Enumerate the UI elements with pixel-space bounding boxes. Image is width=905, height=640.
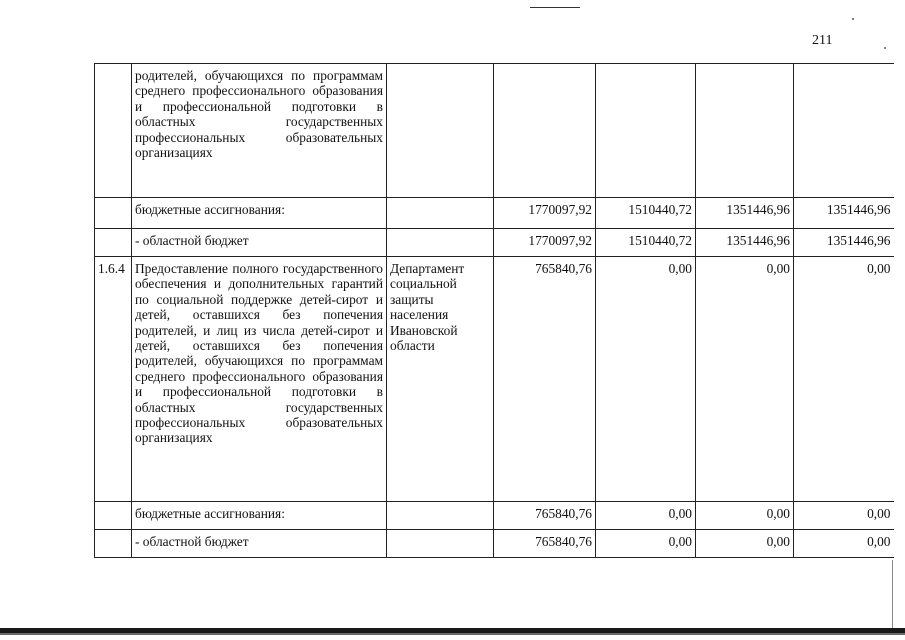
row-name: Предоставление полного государственного обеспечения и дополнительных гарантий по социальной поддержке детей-сирот и детей, оставшихся без попечения родителей, и лиц из числа детей-сирот и детей, оставшихся без попечения родителей, обучающихся по программам среднего профессионального образования и профессиональной подготовки в областных государственных профессиональных образовательных организациях	[132, 257, 387, 502]
table-row	[95, 502, 894, 530]
row-value-3: 0,00	[696, 502, 794, 530]
row-code	[95, 229, 132, 257]
row-value-4: 1351446,96	[794, 198, 894, 229]
row-code	[95, 64, 132, 198]
row-value-2	[596, 64, 696, 198]
row-code	[95, 198, 132, 229]
row-name: бюджетные ассигнования:	[132, 502, 387, 530]
table-row	[95, 64, 894, 198]
row-value-3: 1351446,96	[696, 198, 794, 229]
table-row	[95, 229, 894, 257]
row-value-2: 0,00	[596, 502, 696, 530]
row-department	[387, 198, 494, 229]
row-value-2: 0,00	[596, 257, 696, 502]
row-department	[387, 229, 494, 257]
row-value-1: 765840,76	[494, 502, 596, 530]
row-value-2: 1510440,72	[596, 198, 696, 229]
row-value-4: 0,00	[794, 530, 894, 558]
row-name: - областной бюджет	[132, 530, 387, 558]
row-value-1	[494, 64, 596, 198]
row-value-3: 0,00	[696, 257, 794, 502]
row-code	[95, 530, 132, 558]
row-value-4: 1351446,96	[794, 229, 894, 257]
row-value-4	[794, 64, 894, 198]
row-name: родителей, обучающихся по программам среднего профессионального образования и профессиональной подготовки в областных государственных профессиональных образовательных организациях	[132, 64, 387, 198]
row-value-4: 0,00	[794, 502, 894, 530]
top-rule	[530, 7, 580, 8]
scan-speck	[884, 47, 886, 49]
row-value-4: 0,00	[794, 257, 894, 502]
row-value-2: 0,00	[596, 530, 696, 558]
table-row	[95, 530, 894, 558]
row-department: Департамент социальной защиты населения Ивановской области	[387, 257, 494, 502]
row-value-3	[696, 64, 794, 198]
row-name: - областной бюджет	[132, 229, 387, 257]
scan-bottom-shadow	[0, 633, 905, 635]
row-value-1: 765840,76	[494, 257, 596, 502]
row-department	[387, 64, 494, 198]
row-code	[95, 502, 132, 530]
budget-table	[94, 63, 894, 558]
row-value-3: 0,00	[696, 530, 794, 558]
row-department	[387, 502, 494, 530]
row-department	[387, 530, 494, 558]
row-value-1: 1770097,92	[494, 198, 596, 229]
row-code: 1.6.4	[95, 257, 132, 502]
table-row	[95, 198, 894, 229]
scan-edge	[892, 560, 893, 630]
row-name: бюджетные ассигнования:	[132, 198, 387, 229]
page-number: 211	[812, 33, 833, 48]
table-row	[95, 257, 894, 502]
row-value-1: 765840,76	[494, 530, 596, 558]
row-value-2: 1510440,72	[596, 229, 696, 257]
row-value-3: 1351446,96	[696, 229, 794, 257]
scan-speck	[852, 18, 854, 20]
row-value-1: 1770097,92	[494, 229, 596, 257]
